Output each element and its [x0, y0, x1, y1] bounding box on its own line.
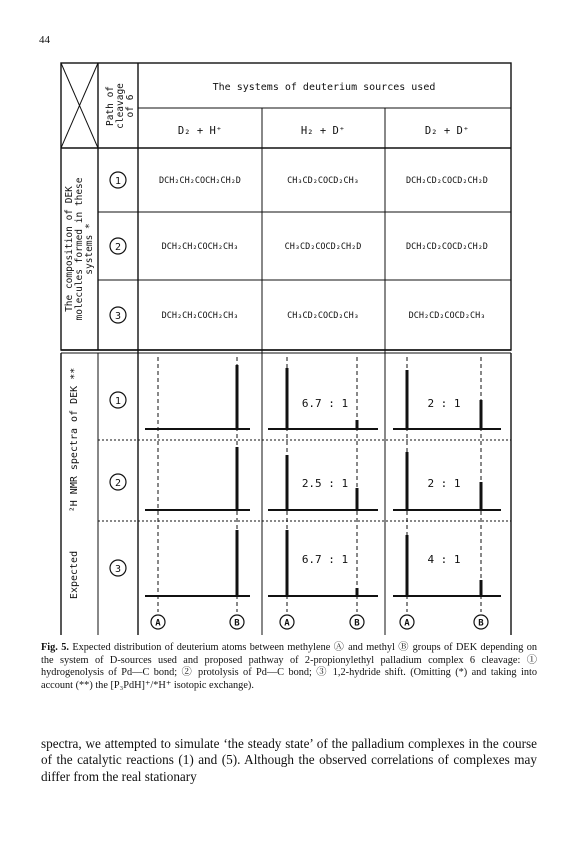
- path-header-line-3: of 6: [125, 94, 136, 118]
- body-paragraph: spectra, we attempted to simulate ‘the steady state’ of the palladium complexes in the course of the catalytic reactions (1) and (5). Although the observed correlations of complexes may differ from the real stationary: [41, 736, 537, 784]
- composition-cell-r2-c1: DCH₂CH₂COCH₂CH₃: [161, 242, 239, 252]
- composition-cell-r2-c2: CH₃CD₂COCD₂CH₂D: [284, 242, 362, 252]
- column-header-3: D₂ + D⁺: [424, 125, 470, 137]
- peak-a-icon: A: [155, 618, 161, 629]
- ratio-r3-c3: 4 : 1: [427, 553, 461, 566]
- composition-cell-r2-c3: DCH₂CD₂COCD₂CH₂D: [406, 242, 488, 252]
- ratio-r2-c2: 2.5 : 1: [301, 477, 349, 490]
- column-header-2: H₂ + D⁺: [300, 125, 346, 137]
- composition-cell-r3-c1: DCH₂CH₂COCH₂CH₃: [161, 311, 239, 321]
- composition-label-line-2: molecules formed in these: [74, 177, 85, 321]
- spectrum-path-2-icon: 2: [114, 478, 122, 489]
- composition-cell-r3-c3: DCH₂CD₂COCD₂CH₃: [408, 311, 486, 321]
- page-number: 44: [39, 34, 50, 46]
- composition-cell-r1-c3: DCH₂CD₂COCD₂CH₂D: [406, 176, 488, 186]
- path-3-icon: 3: [114, 311, 122, 322]
- spectrum-path-1-icon: 1: [114, 396, 122, 407]
- ratio-r3-c2: 6.7 : 1: [301, 553, 349, 566]
- composition-cell-r3-c2: CH₃CD₂COCD₂CH₃: [287, 311, 359, 321]
- figure-label: Fig. 5.: [41, 642, 69, 653]
- svg-text:of 6: [125, 94, 136, 117]
- path-header-line-1: Path of: [105, 85, 116, 127]
- spectra-label-top: ²H NMR spectra of DEK **: [69, 367, 80, 513]
- ratio-r1-c3: 2 : 1: [427, 397, 461, 410]
- composition-cell-r1-c2: CH₃CD₂COCD₂CH₃: [287, 176, 359, 186]
- path-1-icon: 1: [114, 176, 122, 187]
- figure-caption-text: Expected distribution of deuterium atoms between methylene Ⓐ and methyl Ⓑ groups of DEK depending on the system of D-sources used and proposed pathway of 2-propionylethyl palladium complex 6 cleavage: ① hydrogenolysis of Pd—C bond; ② protolysis of Pd—C bond; ③ 1,2-hydride shift. (Omitting (*) and taking into account (**) the [P₃PdH]⁺/*H⁺ isotopic exchange).: [41, 642, 538, 691]
- spectra-label-bottom: Expected: [69, 550, 80, 600]
- composition-label-line-3: systems *: [84, 223, 95, 275]
- ratio-r2-c3: 2 : 1: [427, 477, 461, 490]
- peak-b-icon: B: [478, 618, 484, 629]
- composition-cell-r1-c1: DCH₂CH₂COCH₂CH₂D: [159, 176, 241, 186]
- peak-b-icon: B: [354, 618, 360, 629]
- peak-a-icon: A: [284, 618, 290, 629]
- path-2-icon: 2: [114, 242, 122, 253]
- column-header-1: D₂ + H⁺: [177, 125, 223, 137]
- peak-markers: [151, 615, 488, 629]
- figure-caption: [41, 642, 537, 692]
- path-header-line-2: cleavage: [115, 83, 126, 129]
- peak-a-icon: A: [404, 618, 410, 629]
- deuterium-sources-header: The systems of deuterium sources used: [212, 82, 436, 93]
- spectrum-path-3-icon: 3: [114, 564, 122, 575]
- composition-label-line-1: The composition of DEK: [64, 186, 75, 312]
- ratio-r1-c2: 6.7 : 1: [301, 397, 349, 410]
- path-markers: [110, 172, 126, 576]
- peak-b-icon: B: [234, 618, 240, 629]
